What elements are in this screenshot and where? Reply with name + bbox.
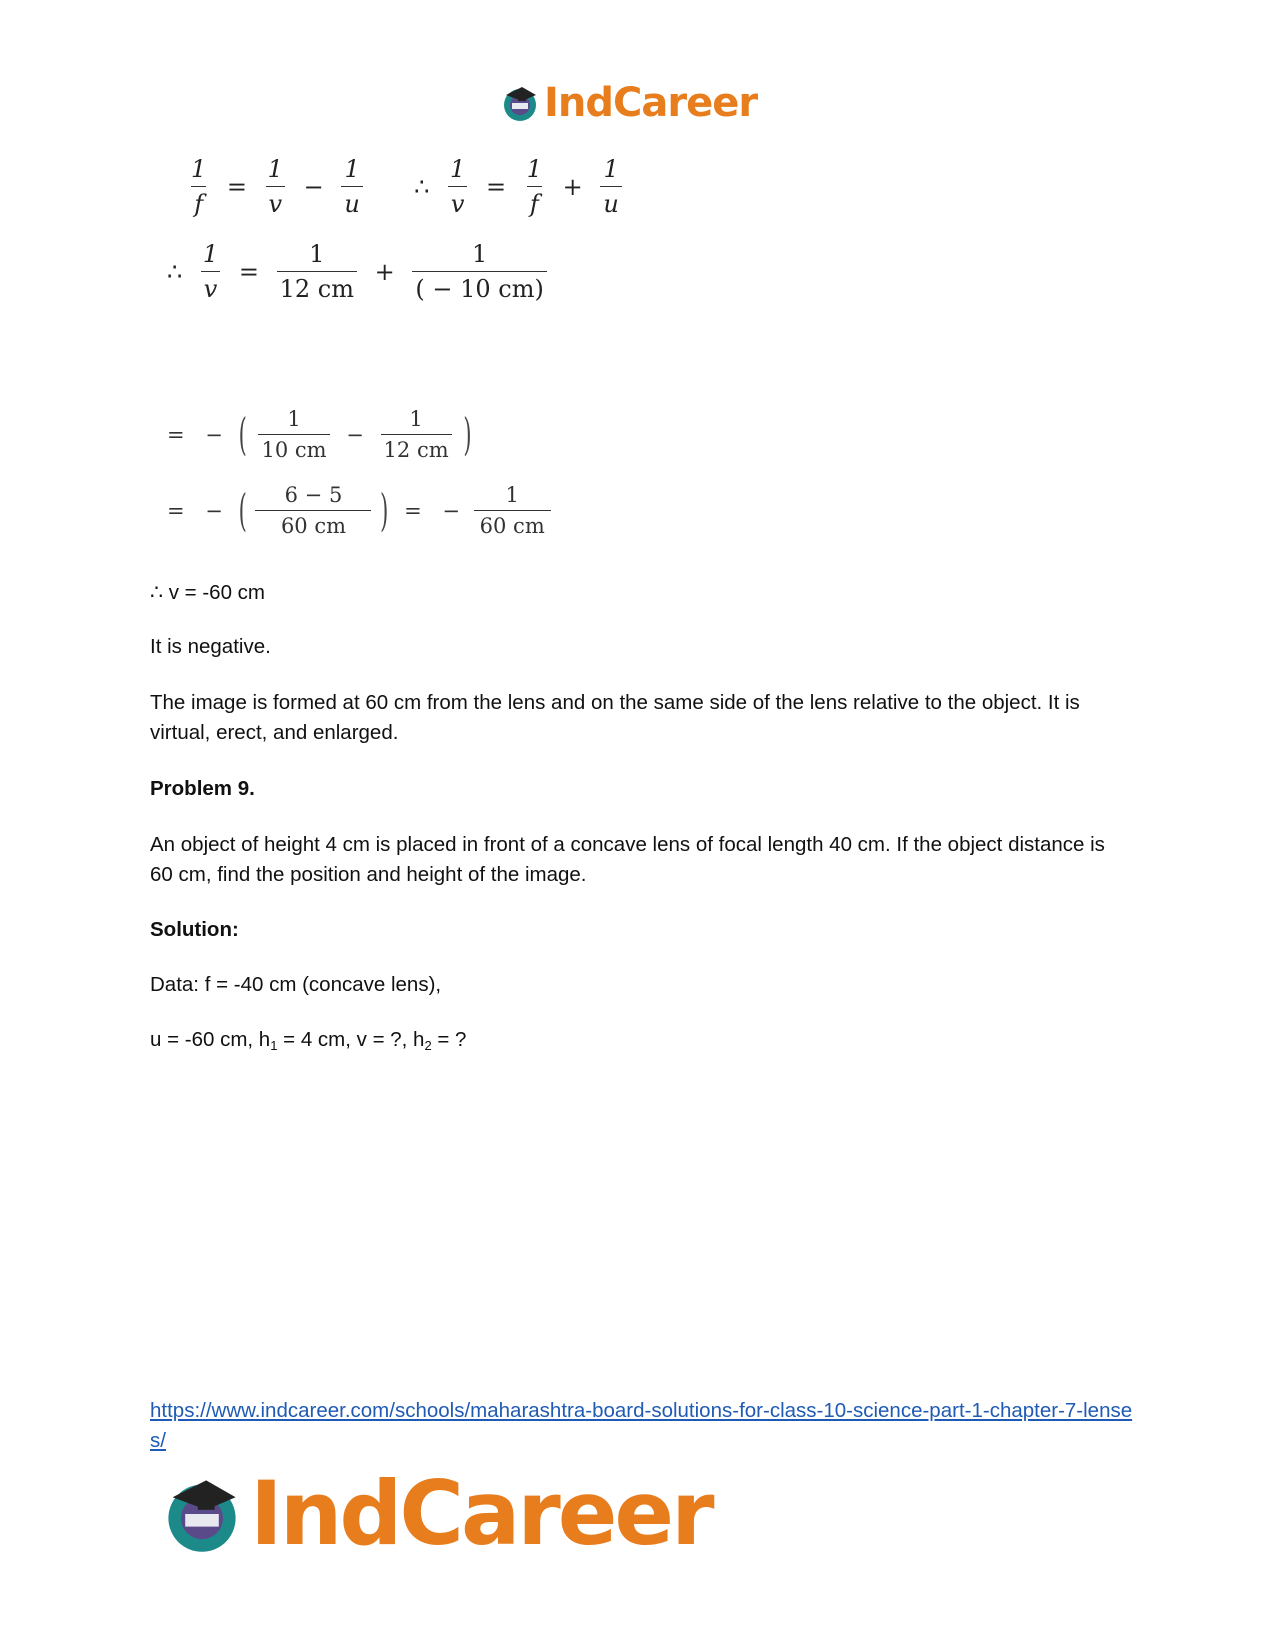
- plus-sign: +: [562, 172, 583, 201]
- denominator: u: [600, 186, 621, 218]
- denominator: v: [201, 271, 221, 303]
- numerator: 1: [526, 155, 542, 183]
- fraction: [188, 155, 209, 218]
- numerator: 1: [344, 155, 360, 183]
- solution-title: Solution:: [150, 918, 239, 941]
- graduation-globe-icon: [500, 83, 540, 123]
- equation-lens-formula: [185, 155, 625, 218]
- fraction: [381, 407, 452, 462]
- equals-sign: =: [238, 257, 259, 286]
- open-paren: (: [238, 409, 247, 460]
- fraction: [477, 483, 548, 538]
- problem-title: Problem 9.: [150, 777, 255, 800]
- denominator: f: [191, 186, 206, 218]
- numerator: 1: [603, 155, 619, 183]
- header-logo: [500, 80, 757, 126]
- therefore-symbol: ∴: [414, 172, 430, 201]
- given-text: = 4 cm, v = ?, h: [277, 1028, 425, 1051]
- numerator: 1: [450, 155, 466, 183]
- fraction: [524, 155, 545, 218]
- minus-sign: −: [442, 498, 460, 523]
- denominator: ( − 10 cm): [412, 271, 546, 303]
- minus-sign: −: [303, 172, 324, 201]
- subscript: 1: [270, 1038, 278, 1053]
- denominator: 60 cm: [255, 510, 371, 538]
- equals-sign: =: [226, 172, 248, 201]
- minus-sign: −: [346, 422, 364, 447]
- fraction: [412, 240, 546, 303]
- fraction: [258, 483, 368, 538]
- denominator: v: [448, 186, 468, 218]
- denominator: 12 cm: [277, 271, 357, 303]
- given-text: u = -60 cm, h: [150, 1028, 271, 1051]
- fraction: [277, 240, 357, 303]
- equation-substitution: [160, 240, 550, 303]
- equals-sign: =: [404, 498, 422, 523]
- equals-sign: =: [167, 498, 185, 523]
- close-paren: ): [463, 409, 472, 460]
- numerator: 1: [191, 155, 207, 183]
- negative-note: It is negative.: [150, 635, 271, 658]
- numerator: 1: [505, 483, 519, 507]
- denominator: 12 cm: [381, 434, 452, 462]
- denominator: v: [266, 186, 286, 218]
- denominator: 60 cm: [474, 510, 551, 538]
- minus-sign: −: [205, 498, 223, 523]
- logo-text: IndCareer: [250, 1462, 712, 1565]
- given-text: = ?: [431, 1028, 467, 1051]
- data-line: Data: f = -40 cm (concave lens),: [150, 973, 442, 996]
- equation-simplify-2: [160, 483, 551, 538]
- denominator: u: [341, 186, 362, 218]
- numerator: 1: [267, 155, 283, 183]
- close-paren: ): [380, 485, 389, 536]
- given-values: [150, 1025, 1130, 1061]
- numerator: 1: [409, 407, 423, 431]
- equals-sign: =: [167, 422, 185, 447]
- numerator: 1: [309, 240, 325, 268]
- fraction: [258, 407, 329, 462]
- therefore-symbol: ∴: [167, 257, 183, 286]
- fraction: [447, 155, 468, 218]
- numerator: 1: [202, 240, 219, 268]
- numerator: 1: [287, 407, 301, 431]
- denominator: f: [527, 186, 542, 218]
- logo-text: IndCareer: [544, 80, 758, 126]
- numerator: 1: [471, 240, 488, 268]
- result-line: ∴ v = -60 cm: [150, 581, 266, 604]
- source-link[interactable]: https://www.indcareer.com/schools/maharashtra-board-solutions-for-class-10-science-part-1-chapter-7-lenses/: [150, 1399, 1133, 1452]
- denominator: 10 cm: [258, 434, 329, 462]
- fraction: [341, 155, 362, 218]
- numerator: 6 − 5: [284, 483, 343, 507]
- fraction: [600, 155, 621, 218]
- minus-sign: −: [205, 422, 223, 447]
- fraction: [200, 240, 221, 303]
- plus-sign: +: [374, 257, 395, 286]
- open-paren: (: [238, 485, 247, 536]
- graduation-globe-icon: [160, 1472, 244, 1556]
- equation-simplify-1: [160, 407, 474, 462]
- equals-sign: =: [485, 172, 507, 201]
- fraction: [265, 155, 286, 218]
- problem-text: An object of height 4 cm is placed in front of a concave lens of focal length 40 cm. If the object distance is 60 cm, find the position and height of the image.: [150, 833, 1105, 886]
- image-description: The image is formed at 60 cm from the lens and on the same side of the lens relative to the object. It is virtual, erect, and enlarged.: [150, 691, 1080, 744]
- footer-logo: [160, 1462, 712, 1565]
- subscript: 2: [424, 1038, 432, 1053]
